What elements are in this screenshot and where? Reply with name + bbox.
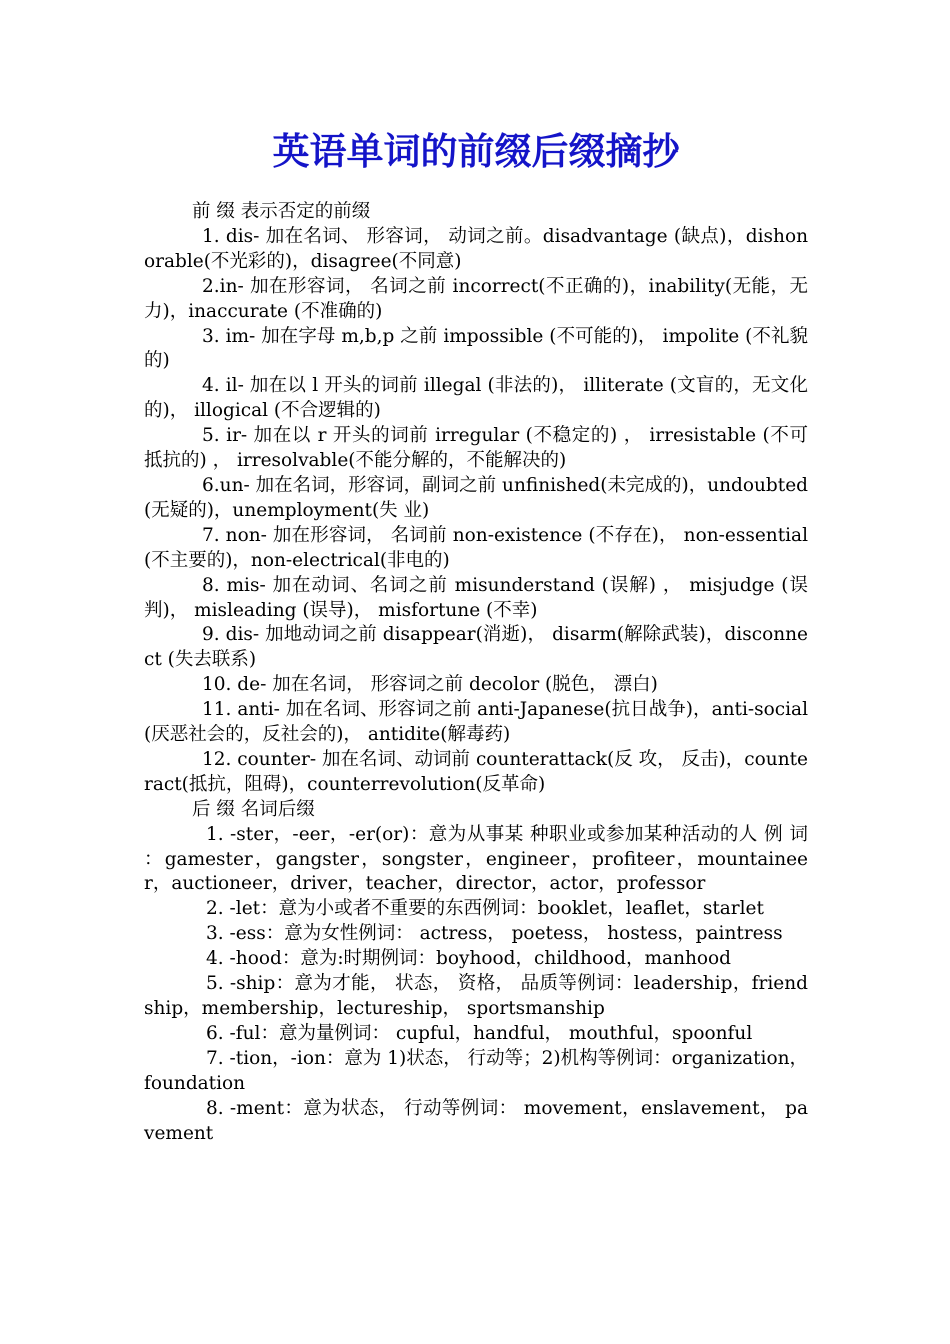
prefix-entry-im: 3. im- 加在字母 m,b,p 之前 impossible (不可能的)， impolite (不礼貌的) (144, 325, 808, 372)
prefix-section-heading: 前 缀 表示否定的前缀 (192, 201, 371, 222)
prefix-entry-il: 4. il- 加在以 l 开头的词前 illegal (非法的)， illiterate (文盲的，无文化的)， illogical (不合逻辑的) (144, 375, 808, 422)
prefix-entry-in: 2.in- 加在形容词， 名词之前 incorrect(不正确的)，inability(无能，无力)，inaccurate (不准确的) (144, 275, 808, 322)
prefix-entry-un: 6.un- 加在名词，形容词，副词之前 unfinished(未完成的)，undoubted(无疑的)，unemployment(失 业) (144, 474, 808, 521)
suffix-entry-ster-eer-er: 1. -ster，-eer，-er(or)：意为从事某 种职业或参加某种活动的人 例 词 ：gamester，gangster，songster，engineer，profiteer，mountaineer，auctioneer，driver，teacher，director，actor，professor (144, 823, 808, 895)
prefix-entry-non: 7. non- 加在形容词， 名词前 non-existence (不存在)， non-essential (不主要的)，non-electrical(非电的) (144, 524, 808, 571)
suffix-entry-ship: 5. -ship：意为才能， 状态， 资格， 品质等例词：leadership，friendship，membership，lectureship， sportsmanship (144, 973, 808, 1019)
prefix-entry-mis: 8. mis- 加在动词、名词之前 misunderstand (误解) ， misjudge (误判)， misleading (误导)， misfortune (不幸) (144, 574, 808, 621)
prefix-entry-anti: 11. anti- 加在名词、形容词之前 anti-Japanese(抗日战争)，anti-social(厌恶社会的，反社会的)， antidite(解毒药) (144, 699, 808, 746)
prefix-entry-de: 10. de- 加在名词， 形容词之前 decolor (脱色， 漂白) (202, 674, 658, 696)
prefix-entry-dis-verb: 9. dis- 加地动词之前 disappear(消逝)， disarm(解除武装)，disconnect (失去联系) (144, 624, 808, 671)
suffix-entry-ful: 6. -ful：意为量例词： cupful，handful， mouthful，spoonful (206, 1022, 753, 1044)
suffix-section-heading: 后 缀 名词后缀 (192, 798, 315, 820)
suffix-entry-let: 2. -let：意为小或者不重要的东西例词：booklet，leaflet，starlet (206, 898, 764, 920)
suffix-entry-ess: 3. -ess：意为女性例词： actress， poetess， hostess，paintress (206, 923, 783, 945)
suffix-entry-ment: 8. -ment：意为状态， 行动等例词： movement，enslavement， pavement (144, 1097, 808, 1144)
prefix-entry-dis-noun: 1. dis- 加在名词、 形容词， 动词之前。disadvantage (缺点)，dishonorable(不光彩的)，disagree(不同意) (144, 225, 808, 272)
prefix-entry-counter: 12. counter- 加在名词、动词前 counterattack(反 攻， 反击)，counteract(抵抗，阻碍)，counterrevolution(反革命) (144, 748, 808, 795)
suffix-entry-tion-ion: 7. -tion，-ion：意为 1)状态， 行动等；2)机构等例词：organization， foundation (144, 1047, 809, 1094)
document-body (144, 200, 808, 1146)
suffix-entry-hood: 4. -hood：意为:时期例词：boyhood，childhood，manhood (206, 948, 732, 970)
document-title: 英语单词的前缀后缀摘抄 (272, 130, 680, 173)
prefix-entry-ir: 5. ir- 加在以 r 开头的词前 irregular (不稳定的) ， irresistable (不可抵抗的) ， irresolvable(不能分解的，不能解决的) (144, 425, 808, 472)
